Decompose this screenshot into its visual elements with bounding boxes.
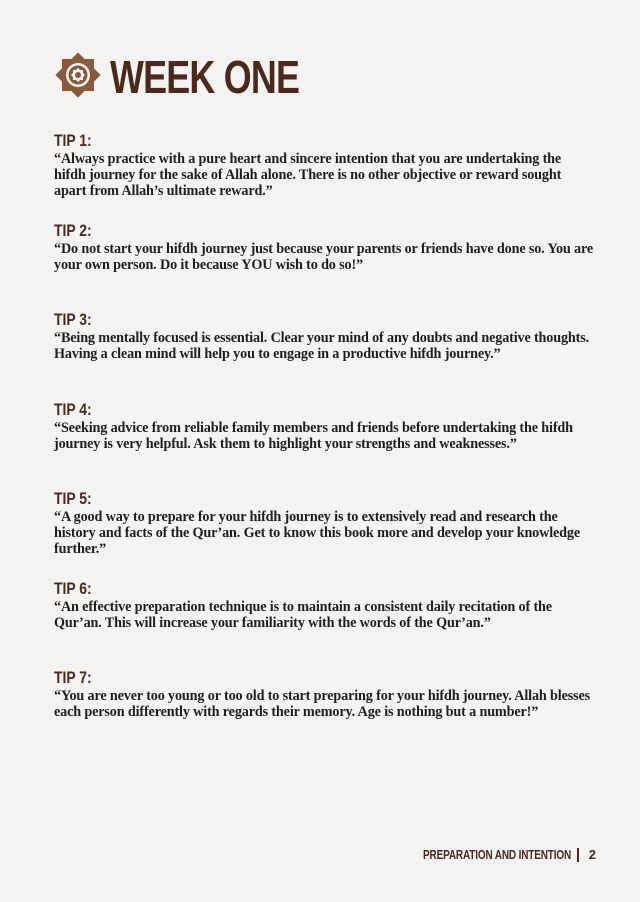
tip-heading: TIP 3: bbox=[54, 310, 92, 329]
tip-1 bbox=[54, 132, 594, 199]
tip-heading: TIP 5: bbox=[54, 489, 92, 508]
tip-heading: TIP 7: bbox=[54, 668, 92, 687]
tip-4 bbox=[54, 401, 594, 452]
tip-heading: TIP 2: bbox=[54, 221, 92, 240]
tip-text: “Being mentally focused is essential. Clear your mind of any doubts and negative thoughts. Having a clean mind will help you to engage in a productive hifdh journey.” bbox=[54, 330, 590, 362]
tip-heading: TIP 6: bbox=[54, 579, 92, 598]
footer-divider bbox=[577, 848, 579, 862]
page-title: WEEK ONE bbox=[110, 51, 300, 103]
tip-6 bbox=[54, 580, 594, 631]
page-number: 2 bbox=[588, 847, 596, 862]
tip-text: “An effective preparation technique is to maintain a consistent daily recitation of the Qur’an. This will increase your familiarity with the words of the Qur’an.” bbox=[54, 599, 552, 631]
tip-heading: TIP 4: bbox=[54, 400, 92, 419]
page-footer bbox=[386, 847, 596, 862]
tip-3 bbox=[54, 311, 594, 362]
tip-text: “You are never too young or too old to start preparing for your hifdh journey. Allah blesses each person differently with regards their memory. Age is nothing but a number!” bbox=[54, 688, 590, 720]
star-ornament-icon bbox=[54, 51, 102, 99]
tip-7 bbox=[54, 669, 594, 720]
tip-text: “Seeking advice from reliable family members and friends before undertaking the hifdh journey is very helpful. Ask them to highlight your strengths and weaknesses.” bbox=[54, 420, 573, 452]
tip-text: “Do not start your hifdh journey just because your parents or friends have done so. You are your own person. Do it because YOU wish to do so!” bbox=[54, 241, 594, 273]
tip-text: “A good way to prepare for your hifdh journey is to extensively read and research the history and facts of the Qur’an. Get to know this book more and develop your knowledge further.” bbox=[54, 509, 580, 557]
tip-text: “Always practice with a pure heart and sincere intention that you are undertaking the hifdh journey for the sake of Allah alone. There is no other objective or reward sought apart from Allah’s ultimate reward.” bbox=[54, 151, 562, 199]
page-header bbox=[54, 50, 352, 103]
tip-5 bbox=[54, 490, 594, 557]
footer-section-title: PREPARATION AND INTENTION bbox=[422, 847, 571, 862]
tip-2 bbox=[54, 222, 594, 273]
tip-heading: TIP 1: bbox=[54, 131, 92, 150]
